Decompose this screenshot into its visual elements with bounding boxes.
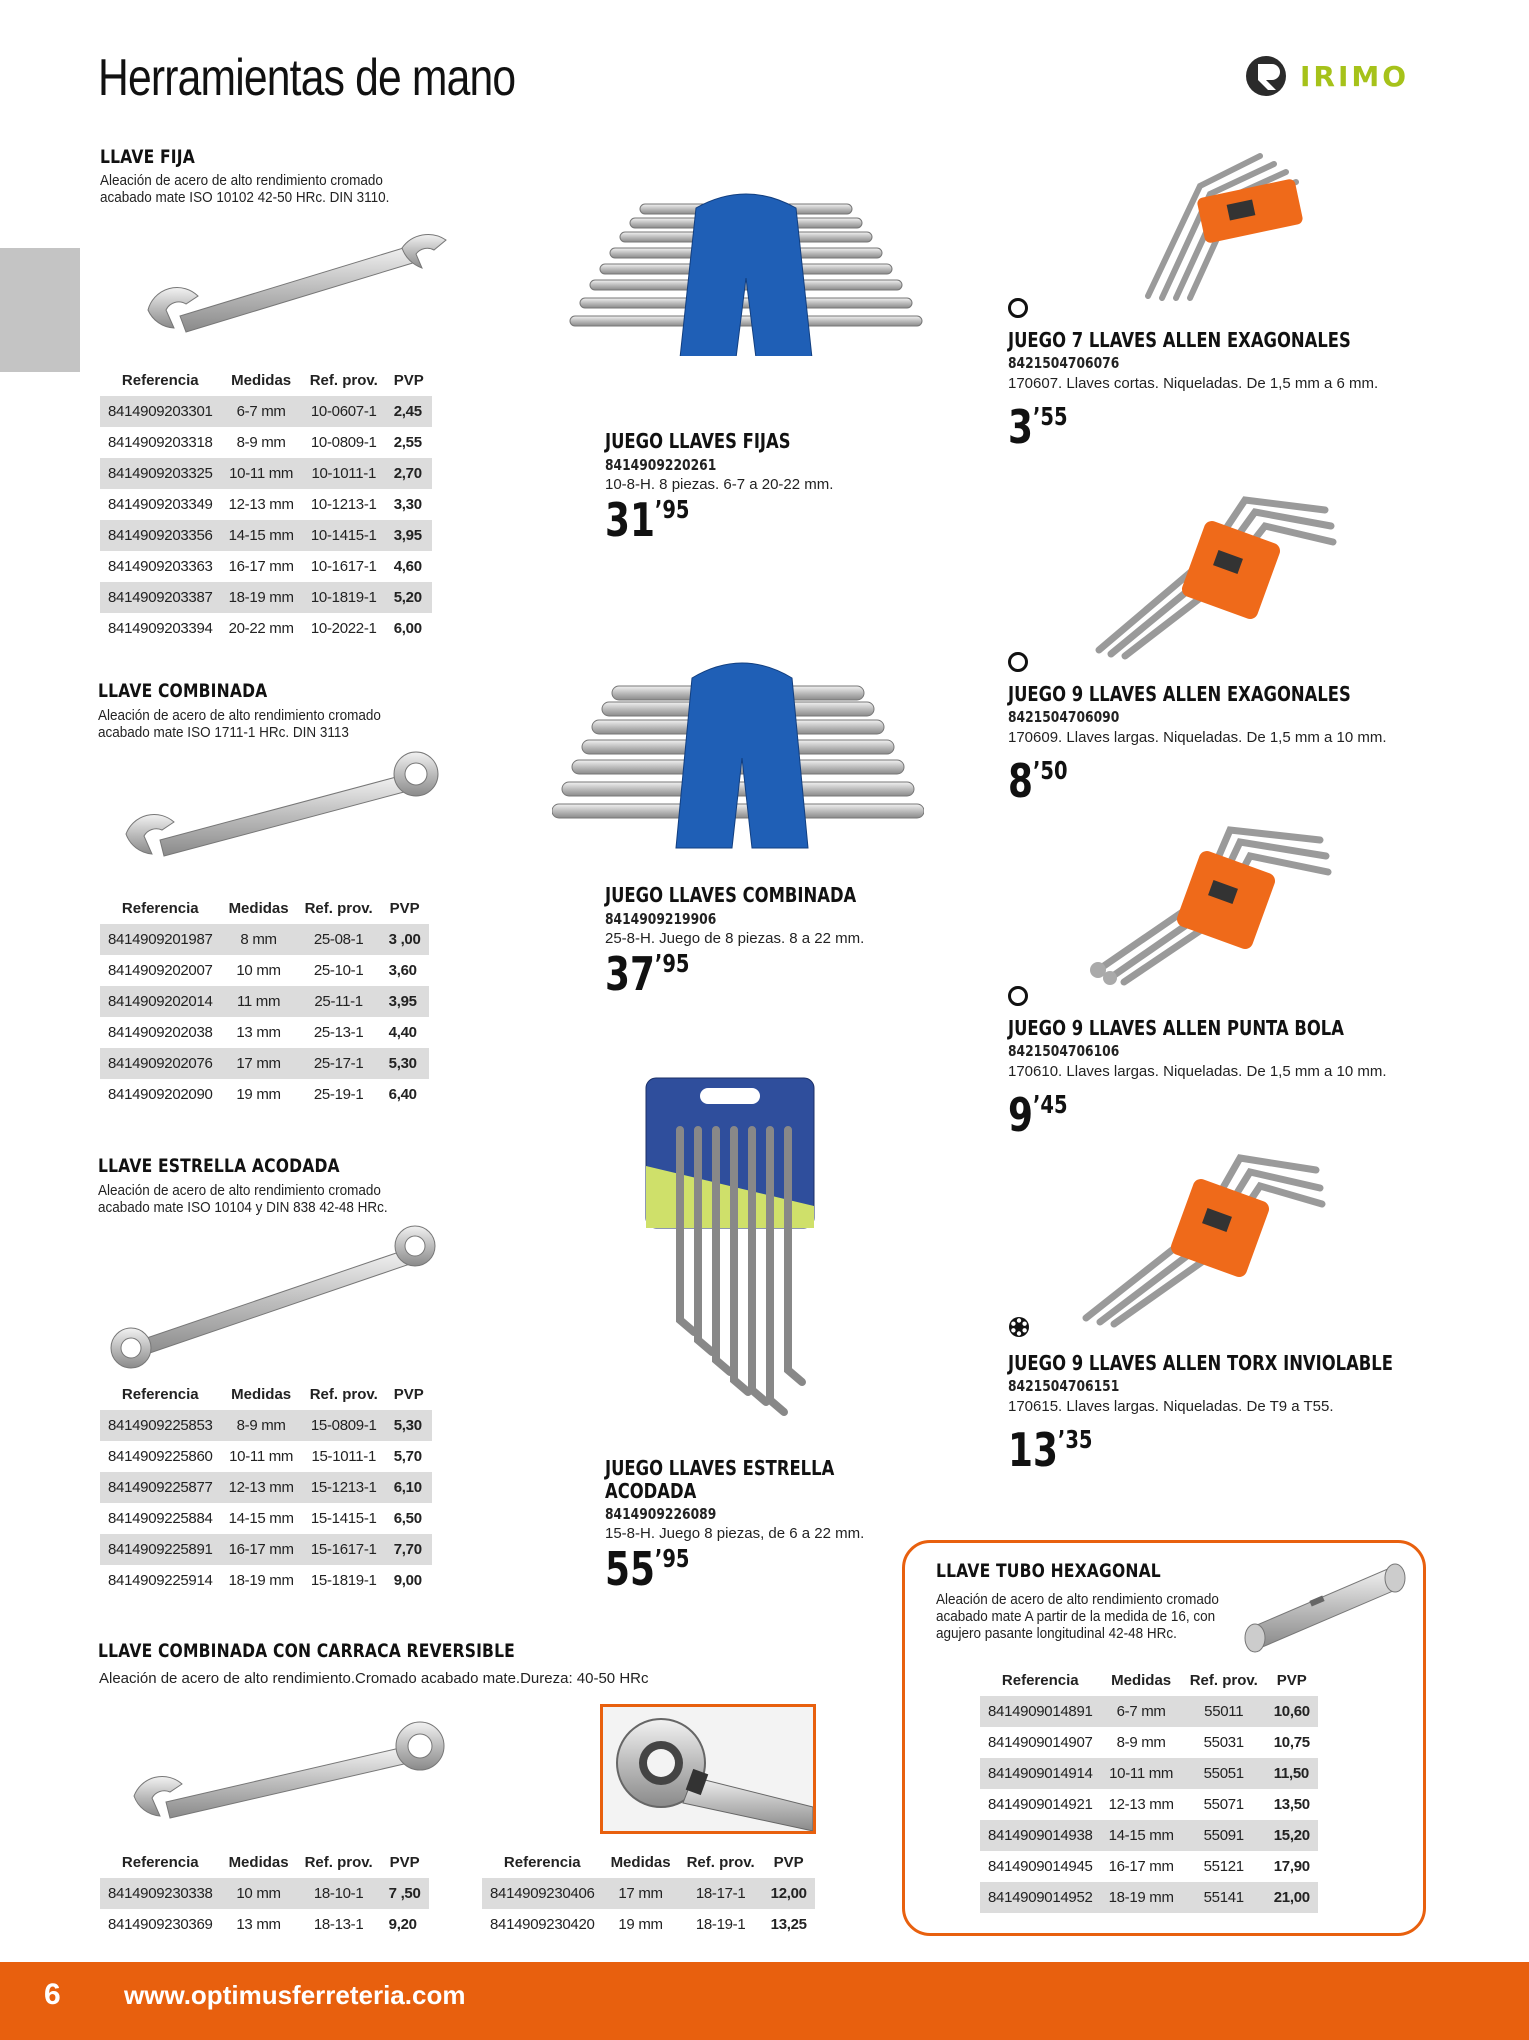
cell-pvp: 7,70 (386, 1534, 432, 1565)
section-title-llave-estrella: LLAVE ESTRELLA ACODADA (98, 1155, 340, 1177)
column-header: Referencia (121, 1854, 199, 1871)
column-header: PVP (393, 1386, 424, 1403)
cell-medidas: 12-13 mm (228, 496, 294, 513)
cell-pvp: 13,50 (1273, 1796, 1310, 1813)
desc-line: Aleación de acero de alto rendimiento cromado (98, 1182, 381, 1199)
cell-referencia: 8414909014952 (980, 1882, 1101, 1913)
table-row (980, 1758, 1318, 1789)
price-decimal: ’35 (1057, 1425, 1093, 1454)
section-side-tab (0, 248, 80, 372)
cell-medidas: 13 mm (236, 1916, 281, 1933)
cell-ref-prov: 18-10-1 (297, 1878, 381, 1909)
cell-referencia: 8414909225853 (100, 1410, 221, 1441)
cell-referencia: 8414909203363 (108, 558, 213, 575)
column-header: PVP (389, 900, 420, 917)
product-price (1008, 400, 1334, 454)
cell-ref-prov: 25-19-1 (313, 1086, 364, 1103)
product-set-llaves-fijas (605, 429, 834, 547)
column-header: PVP (1276, 1672, 1307, 1689)
cell-pvp: 4,40 (388, 1024, 417, 1041)
cell-medidas: 16-17 mm (221, 1534, 302, 1565)
table-row (482, 1909, 815, 1940)
section-title-llave-fija: LLAVE FIJA (100, 146, 195, 168)
product-ean: 8421504706151 (1008, 1377, 1120, 1395)
table-row (980, 1882, 1318, 1913)
table-row (980, 1789, 1318, 1820)
cell-referencia: 8414909225884 (108, 1510, 213, 1527)
cell-ref-prov: 25-17-1 (297, 1048, 381, 1079)
cell-ref-prov: 55071 (1203, 1796, 1244, 1813)
product-price (605, 493, 783, 547)
product-set-llaves-estrella (605, 1456, 885, 1596)
hex-key-icon (1008, 652, 1028, 672)
page-number: 6 (44, 1978, 61, 2011)
combination-wrench-image (120, 748, 450, 878)
allen-key-set-torx-image (1080, 1148, 1330, 1328)
product-ean: 8414909219906 (605, 910, 717, 928)
price-integer: 55 (605, 1542, 655, 1596)
column-header: Referencia (121, 1386, 199, 1403)
product-ean: 8421504706090 (1008, 708, 1120, 726)
price-decimal: ’55 (1032, 402, 1068, 431)
cell-referencia: 8414909202076 (100, 1048, 221, 1079)
cell-pvp: 3,95 (381, 986, 429, 1017)
table-llave-carraca-left (100, 1847, 429, 1940)
section-desc-llave-estrella (98, 1182, 388, 1216)
cell-medidas: 13 mm (236, 1024, 281, 1041)
price-integer: 37 (605, 947, 655, 1001)
table-row (100, 955, 429, 986)
product-name: JUEGO 9 LLAVES ALLEN TORX INVIOLABLE (1008, 1351, 1393, 1375)
table-row (100, 1878, 429, 1909)
cell-pvp: 3,95 (386, 520, 432, 551)
cell-ref-prov: 55121 (1203, 1858, 1244, 1875)
cell-ref-prov: 25-08-1 (297, 924, 381, 955)
cell-pvp: 12,00 (763, 1878, 815, 1909)
table-row (100, 1017, 429, 1048)
table-row (100, 582, 432, 613)
allen-key-set-long-image (1095, 490, 1345, 660)
cell-ref-prov: 15-1415-1 (310, 1510, 377, 1527)
product-ean: 8421504706076 (1008, 354, 1120, 372)
product-desc: 170610. Llaves largas. Niqueladas. De 1,5 mm a 10 mm. (1008, 1063, 1387, 1080)
offset-ring-wrench-image (105, 1222, 445, 1372)
product-name-line2: ACODADA (605, 1479, 697, 1503)
table-row (100, 1503, 432, 1534)
column-header: Ref. prov. (1189, 1672, 1258, 1689)
cell-pvp: 17,90 (1273, 1858, 1310, 1875)
cell-referencia: 8414909014945 (988, 1858, 1093, 1875)
column-header: PVP (773, 1854, 804, 1871)
column-header: Referencia (121, 900, 199, 917)
table-row (100, 924, 429, 955)
section-desc-llave-combinada (98, 707, 381, 741)
cell-referencia: 8414909014914 (980, 1758, 1101, 1789)
product-allen-torx (1008, 1316, 1477, 1477)
table-row (100, 986, 429, 1017)
cell-pvp: 6,50 (393, 1510, 422, 1527)
product-desc: 15-8-H. Juego 8 piezas, de 6 a 22 mm. (605, 1525, 865, 1542)
section-title-llave-combinada: LLAVE COMBINADA (98, 680, 268, 702)
column-header: Ref. prov. (309, 372, 378, 389)
table-header-row (482, 1847, 815, 1878)
cell-medidas: 8-9 mm (221, 1410, 302, 1441)
desc-line: acabado mate A partir de la medida de 16, con (936, 1608, 1216, 1625)
desc-line: Aleación de acero de alto rendimiento cromado (98, 707, 381, 724)
table-row (980, 1851, 1318, 1882)
desc-line: agujero pasante longitudinal 42-48 HRc. (936, 1625, 1177, 1642)
cell-medidas: 18-19 mm (228, 1572, 294, 1589)
cell-referencia: 8414909230406 (482, 1878, 603, 1909)
cell-pvp: 3 ,00 (381, 924, 429, 955)
product-price (605, 1542, 823, 1596)
table-header-row (980, 1665, 1318, 1696)
cell-ref-prov: 10-1213-1 (310, 496, 377, 513)
column-header: PVP (389, 1854, 420, 1871)
price-decimal: ’95 (654, 495, 690, 524)
cell-ref-prov: 10-1415-1 (302, 520, 386, 551)
column-header: Medidas (1111, 1672, 1172, 1689)
cell-pvp: 21,00 (1266, 1882, 1318, 1913)
price-integer: 13 (1008, 1423, 1058, 1477)
table-header-row (100, 893, 429, 924)
price-decimal: ’45 (1032, 1090, 1068, 1119)
table-row (100, 1410, 432, 1441)
column-header: Referencia (1001, 1672, 1079, 1689)
cell-medidas: 14-15 mm (228, 1510, 294, 1527)
table-header-row (100, 1847, 429, 1878)
column-header: Medidas (231, 372, 292, 389)
product-desc: 170607. Llaves cortas. Niqueladas. De 1,5 mm a 6 mm. (1008, 375, 1379, 392)
desc-line: acabado mate ISO 10102 42-50 HRc. DIN 3110. (100, 189, 390, 206)
cell-ref-prov: 25-10-1 (313, 962, 364, 979)
cell-ref-prov: 15-1617-1 (302, 1534, 386, 1565)
product-allen-7-exagonales (1008, 298, 1426, 454)
desc-line: Aleación de acero de alto rendimiento cromado (936, 1591, 1219, 1608)
column-header: Referencia (503, 1854, 581, 1871)
cell-ref-prov: 15-1011-1 (311, 1448, 377, 1465)
cell-referencia: 8414909225914 (108, 1572, 213, 1589)
cell-ref-prov: 10-1819-1 (302, 582, 386, 613)
column-header: Medidas (231, 1386, 292, 1403)
cell-referencia: 8414909202038 (108, 1024, 213, 1041)
cell-ref-prov: 18-17-1 (679, 1878, 763, 1909)
cell-referencia: 8414909230338 (100, 1878, 221, 1909)
section-desc-llave-tubo (936, 1591, 1219, 1642)
cell-medidas: 20-22 mm (228, 620, 294, 637)
table-row (100, 1048, 429, 1079)
cell-pvp: 10,75 (1273, 1734, 1310, 1751)
cell-medidas: 10-11 mm (1101, 1758, 1182, 1789)
cell-medidas: 10 mm (221, 1878, 297, 1909)
table-llave-combinada (100, 893, 429, 1110)
cell-medidas: 11 mm (221, 986, 297, 1017)
product-desc: 10-8-H. 8 piezas. 6-7 a 20-22 mm. (605, 476, 834, 493)
cell-pvp: 7 ,50 (381, 1878, 429, 1909)
column-header: Ref. prov. (304, 900, 373, 917)
table-row (100, 1565, 432, 1596)
cell-pvp: 2,55 (393, 434, 422, 451)
cell-medidas: 18-19 mm (1101, 1882, 1182, 1913)
cell-pvp: 13,25 (770, 1916, 807, 1933)
cell-ref-prov: 10-0809-1 (310, 434, 377, 451)
section-desc-llave-carraca: Aleación de acero de alto rendimiento.Cromado acabado mate.Dureza: 40-50 HRc (99, 1670, 649, 1687)
table-llave-fija (100, 365, 432, 644)
cell-medidas: 10-11 mm (221, 458, 302, 489)
table-row (100, 427, 432, 458)
product-price (605, 947, 844, 1001)
cell-referencia: 8414909014907 (988, 1734, 1093, 1751)
page-title: Herramientas de mano (98, 49, 516, 107)
cell-ref-prov: 55091 (1182, 1820, 1266, 1851)
column-header: Medidas (610, 1854, 671, 1871)
cell-ref-prov: 15-0809-1 (302, 1410, 386, 1441)
cell-referencia: 8414909203356 (100, 520, 221, 551)
table-row (100, 458, 432, 489)
product-desc: 170609. Llaves largas. Niqueladas. De 1,5 mm a 10 mm. (1008, 729, 1387, 746)
product-allen-punta-bola (1008, 986, 1418, 1142)
cell-medidas: 10-11 mm (229, 1448, 294, 1465)
cell-ref-prov: 18-13-1 (313, 1916, 364, 1933)
column-header: Ref. prov. (309, 1386, 378, 1403)
cell-pvp: 15,20 (1266, 1820, 1318, 1851)
cell-referencia: 8414909014891 (980, 1696, 1101, 1727)
cell-medidas: 6-7 mm (221, 396, 302, 427)
cell-referencia: 8414909014921 (988, 1796, 1093, 1813)
cell-pvp: 5,30 (381, 1048, 429, 1079)
product-price (1008, 754, 1334, 808)
cell-medidas: 10 mm (236, 962, 281, 979)
cell-medidas: 19 mm (618, 1916, 663, 1933)
price-decimal: ’95 (654, 949, 690, 978)
cell-pvp: 5,20 (386, 582, 432, 613)
torx-icon (1008, 1316, 1030, 1338)
product-name: JUEGO LLAVES FIJAS (605, 429, 791, 453)
cell-pvp: 2,45 (386, 396, 432, 427)
allen-key-set-short-image (1140, 146, 1320, 306)
price-integer: 31 (605, 493, 655, 547)
price-decimal: ’95 (654, 1544, 690, 1573)
cell-referencia: 8414909203394 (108, 620, 213, 637)
cell-ref-prov: 10-2022-1 (310, 620, 377, 637)
cell-pvp: 4,60 (393, 558, 422, 575)
cell-ref-prov: 25-13-1 (313, 1024, 364, 1041)
section-title-llave-tubo: LLAVE TUBO HEXAGONAL (936, 1560, 1161, 1582)
cell-medidas: 14-15 mm (221, 520, 302, 551)
cell-referencia: 8414909203387 (100, 582, 221, 613)
cell-pvp: 5,70 (393, 1448, 422, 1465)
cell-pvp: 11,50 (1266, 1758, 1318, 1789)
column-header: PVP (393, 372, 424, 389)
product-ean: 8414909220261 (605, 456, 717, 474)
cell-medidas: 12-13 mm (221, 1472, 302, 1503)
cell-pvp: 9,20 (388, 1916, 417, 1933)
cell-ref-prov: 18-19-1 (695, 1916, 746, 1933)
cell-medidas: 14-15 mm (1101, 1820, 1182, 1851)
cell-medidas: 8 mm (221, 924, 297, 955)
table-row (100, 1079, 429, 1110)
cell-ref-prov: 10-1617-1 (310, 558, 377, 575)
desc-line: acabado mate ISO 10104 y DIN 838 42-48 HRc. (98, 1199, 388, 1216)
cell-referencia: 8414909230369 (108, 1916, 213, 1933)
table-row (100, 520, 432, 551)
table-row (100, 551, 432, 582)
product-desc: 170615. Llaves largas. Niqueladas. De T9 a T55. (1008, 1398, 1334, 1415)
column-header: Medidas (228, 900, 289, 917)
table-row (100, 1441, 432, 1472)
column-header: Ref. prov. (304, 1854, 373, 1871)
table-row (980, 1727, 1318, 1758)
cell-ref-prov: 15-1819-1 (310, 1572, 377, 1589)
product-allen-9-exagonales (1008, 652, 1426, 808)
cell-pvp: 3,30 (393, 496, 422, 513)
cell-referencia: 8414909230420 (490, 1916, 595, 1933)
cell-ref-prov: 10-0607-1 (302, 396, 386, 427)
cell-referencia: 8414909203325 (100, 458, 221, 489)
cell-medidas: 12-13 mm (1108, 1796, 1174, 1813)
product-name: JUEGO 7 LLAVES ALLEN EXAGONALES (1008, 328, 1351, 352)
cell-referencia: 8414909201987 (100, 924, 221, 955)
ratchet-detail-image (600, 1704, 816, 1834)
cell-ref-prov: 55011 (1182, 1696, 1266, 1727)
cell-pvp: 6,40 (388, 1086, 417, 1103)
cell-pvp: 5,30 (386, 1410, 432, 1441)
combination-wrench-set-image (552, 652, 924, 852)
cell-ref-prov: 55141 (1182, 1882, 1266, 1913)
cell-pvp: 2,70 (386, 458, 432, 489)
table-row (100, 396, 432, 427)
cell-referencia: 8414909202007 (108, 962, 213, 979)
price-integer: 9 (1008, 1088, 1033, 1142)
section-desc-llave-fija (100, 172, 389, 206)
column-header: Medidas (228, 1854, 289, 1871)
ratchet-wrench-image (130, 1718, 450, 1838)
product-name: JUEGO 9 LLAVES ALLEN EXAGONALES (1008, 682, 1351, 706)
table-llave-estrella (100, 1379, 432, 1596)
cell-referencia: 8414909202090 (108, 1086, 213, 1103)
product-price (1008, 1088, 1328, 1142)
cell-medidas: 6-7 mm (1101, 1696, 1182, 1727)
cell-medidas: 18-19 mm (221, 582, 302, 613)
product-name: JUEGO 9 LLAVES ALLEN PUNTA BOLA (1008, 1016, 1344, 1040)
cell-medidas: 8-9 mm (1116, 1734, 1166, 1751)
desc-line: Aleación de acero de alto rendimiento cromado (100, 172, 383, 189)
product-ean: 8421504706106 (1008, 1042, 1120, 1060)
cell-referencia: 8414909014938 (980, 1820, 1101, 1851)
tube-wrench-image (1240, 1558, 1410, 1658)
brand-name: IRIMO (1300, 60, 1410, 93)
table-row (100, 1472, 432, 1503)
table-row (100, 489, 432, 520)
offset-ring-wrench-set-image (640, 1070, 830, 1434)
cell-ref-prov: 55051 (1182, 1758, 1266, 1789)
table-row (980, 1820, 1318, 1851)
cell-medidas: 16-17 mm (1108, 1858, 1174, 1875)
desc-line: acabado mate ISO 1711-1 HRc. DIN 3113 (98, 724, 349, 741)
cell-referencia: 8414909225891 (100, 1534, 221, 1565)
open-end-wrench-set-image (560, 186, 932, 356)
website-link[interactable]: www.optimusferreteria.com (124, 1980, 466, 2010)
cell-medidas: 16-17 mm (228, 558, 294, 575)
table-llave-tubo (980, 1665, 1318, 1913)
product-set-llaves-combinada (605, 883, 911, 1001)
table-row (100, 613, 432, 644)
cell-ref-prov: 25-11-1 (297, 986, 381, 1017)
cell-pvp: 10,60 (1266, 1696, 1318, 1727)
product-price (1008, 1423, 1374, 1477)
cell-pvp: 3,60 (388, 962, 417, 979)
price-integer: 3 (1008, 400, 1033, 454)
cell-referencia: 8414909202014 (100, 986, 221, 1017)
table-header-row (100, 365, 432, 396)
cell-referencia: 8414909203349 (108, 496, 213, 513)
product-name: JUEGO LLAVES COMBINADA (605, 883, 857, 907)
product-ean: 8414909226089 (605, 1505, 717, 1523)
table-row (482, 1878, 815, 1909)
irimo-logo (1244, 52, 1419, 100)
cell-referencia: 8414909203301 (100, 396, 221, 427)
hex-key-icon (1008, 986, 1028, 1006)
table-row (100, 1534, 432, 1565)
cell-ref-prov: 10-1011-1 (302, 458, 386, 489)
cell-medidas: 19 mm (236, 1086, 281, 1103)
cell-ref-prov: 55031 (1203, 1734, 1244, 1751)
cell-pvp: 9,00 (393, 1572, 422, 1589)
cell-pvp: 6,10 (386, 1472, 432, 1503)
cell-pvp: 6,00 (393, 620, 422, 637)
hex-key-icon (1008, 298, 1028, 318)
table-row (980, 1696, 1318, 1727)
cell-referencia: 8414909225877 (100, 1472, 221, 1503)
price-decimal: ’50 (1032, 756, 1068, 785)
cell-medidas: 17 mm (221, 1048, 297, 1079)
table-row (100, 1909, 429, 1940)
cell-medidas: 17 mm (603, 1878, 679, 1909)
column-header: Referencia (121, 372, 199, 389)
product-desc: 25-8-H. Juego de 8 piezas. 8 a 22 mm. (605, 930, 865, 947)
allen-key-set-ball-image (1090, 820, 1340, 990)
open-end-wrench-image (140, 218, 460, 358)
cell-medidas: 8-9 mm (236, 434, 286, 451)
cell-referencia: 8414909225860 (108, 1448, 213, 1465)
table-llave-carraca-right (482, 1847, 815, 1940)
column-header: Ref. prov. (686, 1854, 755, 1871)
cell-ref-prov: 15-1213-1 (302, 1472, 386, 1503)
table-header-row (100, 1379, 432, 1410)
section-title-llave-carraca: LLAVE COMBINADA CON CARRACA REVERSIBLE (98, 1640, 515, 1662)
price-integer: 8 (1008, 754, 1033, 808)
cell-referencia: 8414909203318 (108, 434, 213, 451)
product-name: JUEGO LLAVES ESTRELLA (605, 1456, 835, 1480)
